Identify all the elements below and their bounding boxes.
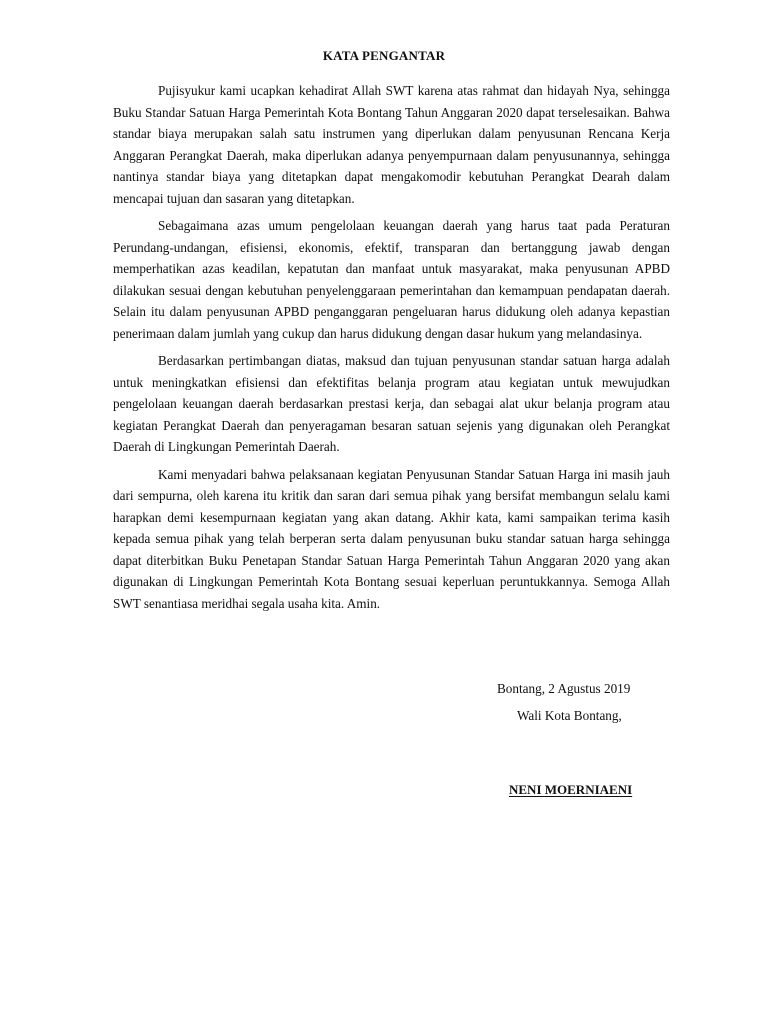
signature-place-date: Bontang, 2 Agustus 2019 [497,681,631,696]
document-body [113,80,670,620]
signature-position: Wali Kota Bontang, [517,708,622,723]
paragraph-4: Kami menyadari bahwa pelaksanaan kegiatan Penyusunan Standar Satuan Harga ini masih jauh dari sempurna, oleh karena itu kritik dan saran dari semua pihak yang bersifat membangun selalu kami harapkan demi kesempurnaan kegiatan yang akan datang. Akhir kata, kami sampaikan terima kasih kepada semua pihak yang telah berperan serta dalam penyusunan buku standar satuan harga sehingga dapat diterbitkan Buku Penetapan Standar Satuan Harga Pemerintah Tahun Anggaran 2020 yang akan digunakan di Lingkungan Pemerintah Kota Bontang sesuai keperluan peruntukkannya. Semoga Allah SWT senantiasa meridhai segala usaha kita. Amin. [113,466,670,611]
document-title: KATA PENGANTAR [322,48,446,63]
paragraph-3: Berdasarkan pertimbangan diatas, maksud dan tujuan penyusunan standar satuan harga adalah untuk meningkatkan efisiensi dan efektifitas belanja program atau kegiatan untuk mewujudkan pengelolaan keuangan daerah berdasarkan prestasi kerja, dan sebagai alat ukur belanja program atau kegiatan Perangkat Daerah dan penyeragaman besaran satuan sejenis yang digunakan oleh Perangkat Daerah di Lingkungan Pemerintah Daerah. [113,353,670,454]
signature-name: NENI MOERNIAENI [509,782,633,797]
paragraph-1: Pujisyukur kami ucapkan kehadirat Allah SWT karena atas rahmat dan hidayah Nya, sehingga Buku Standar Satuan Harga Pemerintah Kota Bontang Tahun Anggaran 2020 dapat terselesaikan. Bahwa standar biaya merupakan salah satu instrumen yang diperlukan dalam penyusunan Rencana Kerja Anggaran Perangkat Daerah, maka diperlukan adanya penyempurnaan dalam penyusunannya, sehingga nantinya standar biaya yang ditetapkan dapat mengakomodir kebutuhan Perangkat Dearah dalam mencapai tujuan dan sasaran yang ditetapkan. [113,83,670,206]
paragraph-2: Sebagaimana azas umum pengelolaan keuangan daerah yang harus taat pada Peraturan Perundang-undangan, efisiensi, ekonomis, efektif, transparan dan bertanggung jawab dengan memperhatikan azas keadilan, kepatutan dan manfaat untuk masyarakat, maka penyusunan APBD dilakukan sesuai dengan kebutuhan penyelenggaraan pemerintahan dan kemampuan pendapatan daerah. Selain itu dalam penyusunan APBD penganggaran pengeluaran harus didukung oleh adanya kepastian penerimaan dalam jumlah yang cukup dan harus didukung dengan dasar hukum yang melandasinya. [113,218,670,341]
